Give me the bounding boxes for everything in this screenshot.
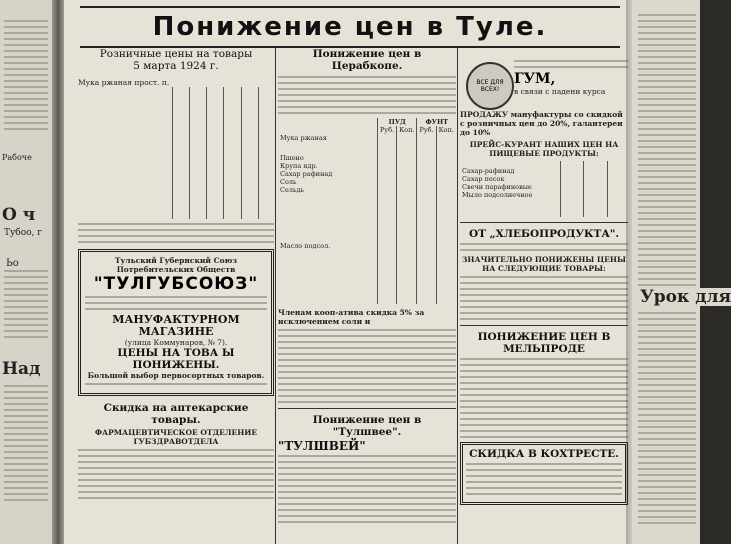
text-block <box>78 223 274 243</box>
ad-slogan2: Большой выбор первосортных товаров. <box>87 371 265 380</box>
text-block <box>514 60 628 68</box>
text-block <box>460 276 628 320</box>
right-headline: Урок для <box>640 287 731 307</box>
text-block <box>460 358 628 438</box>
ad-slogan: ЦЕНЫ НА ТОВА Ы ПОНИЖЕНЫ. <box>117 347 235 371</box>
sub-hdr: Руб. <box>377 126 396 134</box>
section-title: Скидка на аптекарские товары. <box>103 402 249 426</box>
left-frag: Рабоче <box>2 153 32 162</box>
column-c <box>460 48 628 505</box>
row-label: Сахар песок <box>462 175 505 183</box>
right-text-lines <box>638 312 696 528</box>
offer: ПРОДАЖУ мануфактуры со скидкой с розничных цен до 20%, галантереи до 10% <box>460 110 623 137</box>
text-block <box>78 449 274 499</box>
ad-name: "ТУЛГУБСОЮЗ" <box>93 274 259 294</box>
row-label: Свечи парафиновые <box>462 183 532 191</box>
ad-text <box>85 383 267 385</box>
sub-hdr: Коп. <box>397 126 417 134</box>
row-label: Пшено <box>280 154 304 162</box>
column-b <box>278 48 456 527</box>
gum-table <box>460 161 628 217</box>
ad-shop: МАНУФАКТУРНОМ МАГАЗИНЕ <box>112 313 240 338</box>
cerabkop-table <box>278 118 456 304</box>
left-frag: Ьо <box>6 258 19 269</box>
column-rule <box>457 48 458 544</box>
col-b-title: Понижение цен в Церабкопе. <box>312 48 422 72</box>
masthead <box>80 6 620 48</box>
right-text-lines <box>638 14 696 290</box>
ad-line: Тульский Губернский Союз Потребительских Обществ <box>114 256 238 274</box>
text-block <box>278 76 456 114</box>
left-text-lines <box>4 20 48 134</box>
row-label: Сахар-рафинад <box>462 167 515 175</box>
column-a <box>78 48 274 503</box>
row-label: Сахар рафинад <box>280 170 333 178</box>
col-a-date: 5 марта 1924 г. <box>133 60 219 72</box>
separator <box>460 222 628 223</box>
separator <box>278 408 456 409</box>
hdr: ФУНТ <box>417 118 456 126</box>
gum-name: ГУМ, <box>514 71 556 87</box>
row-label: Мука ржаная <box>280 134 327 142</box>
ad-address: (улица Коммунаров, № 7). <box>124 338 228 347</box>
kokhtrest-box <box>460 442 628 505</box>
pricelist-title: ПРЕЙС-КУРАНТ НАШИХ ЦЕН НА ПИЩЕВЫЕ ПРОДУКТЫ: <box>469 140 619 158</box>
left-frag: Над <box>2 359 41 379</box>
gum-sub: в связи с падени курса <box>514 87 606 96</box>
text-block <box>460 243 628 251</box>
col-a-title: Розничные цены на товары <box>99 48 253 60</box>
logo-text: ВСЕ ДЛЯ ВСЕХ! <box>476 79 504 93</box>
price-table <box>78 87 274 219</box>
section-sub: ФАРМАЦЕВТИЧЕСКОЕ ОТДЕЛЕНИЕ ГУБЗДРАВОТДЕЛА <box>94 428 258 446</box>
text-block <box>278 329 456 403</box>
section-title: ОТ „ХЛЕБОПРОДУКТА". <box>468 228 620 240</box>
sub-hdr: Руб. <box>417 126 436 134</box>
section-title: СКИДКА В КОХТРЕСТЕ. <box>469 448 619 460</box>
row-label: Масло подсол. <box>280 242 331 250</box>
left-page <box>0 0 58 544</box>
tulshvey-name: "ТУЛШВЕЙ" <box>278 439 366 453</box>
table-first-row: Мука ржаная прост. п. <box>78 78 170 87</box>
tulgubsoyuz-ad <box>78 249 274 396</box>
text-block <box>278 455 456 523</box>
main-page <box>64 0 634 544</box>
left-text-lines <box>4 270 48 342</box>
right-page <box>632 0 731 544</box>
text-block <box>466 463 622 495</box>
column-rule <box>275 48 276 544</box>
left-frag: О ч <box>2 205 36 225</box>
section-title: ПОНИЖЕНИЕ ЦЕН В МЕЛЬПРОДЕ <box>477 331 611 355</box>
row-label: Крупа ядр. <box>280 162 318 170</box>
hdr: ПУД <box>377 118 417 126</box>
headline: Понижение цен в Туле. <box>152 12 548 42</box>
row-label: Соль <box>280 178 297 186</box>
separator <box>460 325 628 326</box>
left-frag: Тубоо, г <box>4 228 42 238</box>
row-label: Сельдь <box>280 186 305 194</box>
row-label: Мыло подсолнечное <box>462 191 533 199</box>
member-note: Членам кооп-атива скидка 5% за исключением соли и <box>278 308 425 326</box>
section-title: Понижение цен в "Тулшвее". <box>312 414 422 438</box>
section-body: ЗНАЧИТЕЛЬНО ПОНИЖЕНЫ ЦЕНЫ НА СЛЕДУЮЩИЕ ТОВАРЫ: <box>461 255 626 273</box>
sub-hdr: Коп. <box>436 126 456 134</box>
ad-text <box>85 296 267 310</box>
left-text-lines <box>4 385 48 505</box>
